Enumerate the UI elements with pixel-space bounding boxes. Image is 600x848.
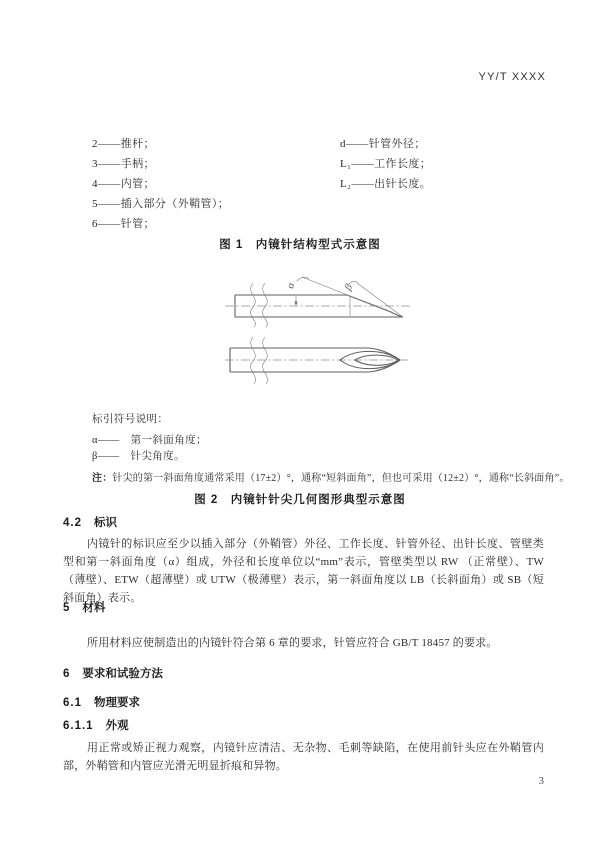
legend-item: 5——插入部分（外鞘管）；: [92, 198, 230, 210]
beta-reference-line: [357, 283, 403, 317]
symbol-item-beta: β—— 针尖角度。: [92, 451, 185, 462]
needle-side-view-figure: [224, 267, 412, 331]
heading-number: 6.1: [63, 697, 82, 709]
heading-title: 材料: [82, 602, 106, 614]
break-line-icon: [251, 337, 256, 384]
heading-title: 标识: [94, 517, 117, 529]
section-body-4-2: 内镜针的标识应至少以插入部分（外鞘管）外径、工作长度、针管外径、出针长度、管壁类型和第一斜面角度（α）组成，外径和长度单位以“mm”表示，管壁类型以 RW （正常壁）、TW（薄壁）、ETW（超薄壁）或 UTW（极薄壁）表示，第一斜面角度以 LB（长斜面角）或 SB（短斜面角）表示。: [63, 538, 544, 604]
section-heading-6: [63, 665, 163, 681]
heading-number: 6.1.1: [63, 720, 94, 732]
legend-item: L₁——工作长度；: [340, 158, 432, 170]
section-heading-4-2: [63, 514, 117, 530]
legend-item: d——针管外径；: [340, 138, 426, 150]
page-number: 3: [538, 775, 544, 787]
heading-title: 要求和试验方法: [82, 668, 163, 680]
section-body-6-1-1: 用正常或矫正视力观察，内镜针应清洁、无杂物、毛刺等缺陷，在使用前针头应在外鞘管内部，外鞘管和内管应光滑无明显折痕和异物。: [63, 742, 544, 772]
legend-item: 2——推杆；: [92, 138, 155, 150]
break-line-icon: [263, 283, 268, 327]
symbol-item-alpha: α—— 第一斜面角度；: [92, 435, 207, 446]
alpha-angle-label: α: [285, 281, 298, 290]
note-label: 注：: [92, 473, 113, 484]
legend-item: 3——手柄；: [92, 158, 155, 170]
beta-angle-label: β: [342, 282, 356, 293]
heading-number: 5: [63, 602, 71, 614]
section-heading-5: [63, 599, 105, 615]
heading-number: 4.2: [63, 517, 82, 529]
symbol-legend-title: 标引符号说明：: [92, 414, 169, 425]
figure1-legend-right: [340, 134, 550, 194]
figure2-caption: 图 2 内镜针针尖几何图形典型示意图: [194, 494, 406, 506]
legend-item: L₂——出针长度。: [340, 178, 432, 190]
figure1-legend-left: [92, 134, 342, 234]
needle-top-view-figure: [224, 333, 410, 391]
legend-item: 6——针管；: [92, 218, 155, 230]
figure2-note: [92, 469, 570, 484]
arrowhead-icon: [294, 302, 297, 307]
section-body-5: 所用材料应使制造出的内镜针符合第 6 章的要求，针管应符合 GB/T 18457 的要求。: [87, 637, 498, 649]
beta-angle-arc: [348, 281, 358, 285]
heading-number: 6: [63, 668, 71, 680]
break-line-icon: [251, 283, 256, 327]
break-line-icon: [263, 337, 268, 384]
section-heading-6-1: [63, 694, 140, 710]
doc-number-header: YY/T XXXX: [478, 71, 546, 83]
heading-title: 物理要求: [94, 697, 140, 709]
heading-title: 外观: [105, 720, 129, 732]
section-heading-6-1-1: [63, 717, 129, 733]
bevel-extension-line: [302, 277, 403, 317]
figure1-caption: 图 1 内镜针结构型式示意图: [219, 239, 381, 251]
note-text: 针尖的第一斜面角度通常采用（17±2）°，通称“短斜面角”，但也可采用（12±2）°，通称“长斜面角”。: [112, 473, 570, 484]
legend-item: 4——内管；: [92, 178, 155, 190]
